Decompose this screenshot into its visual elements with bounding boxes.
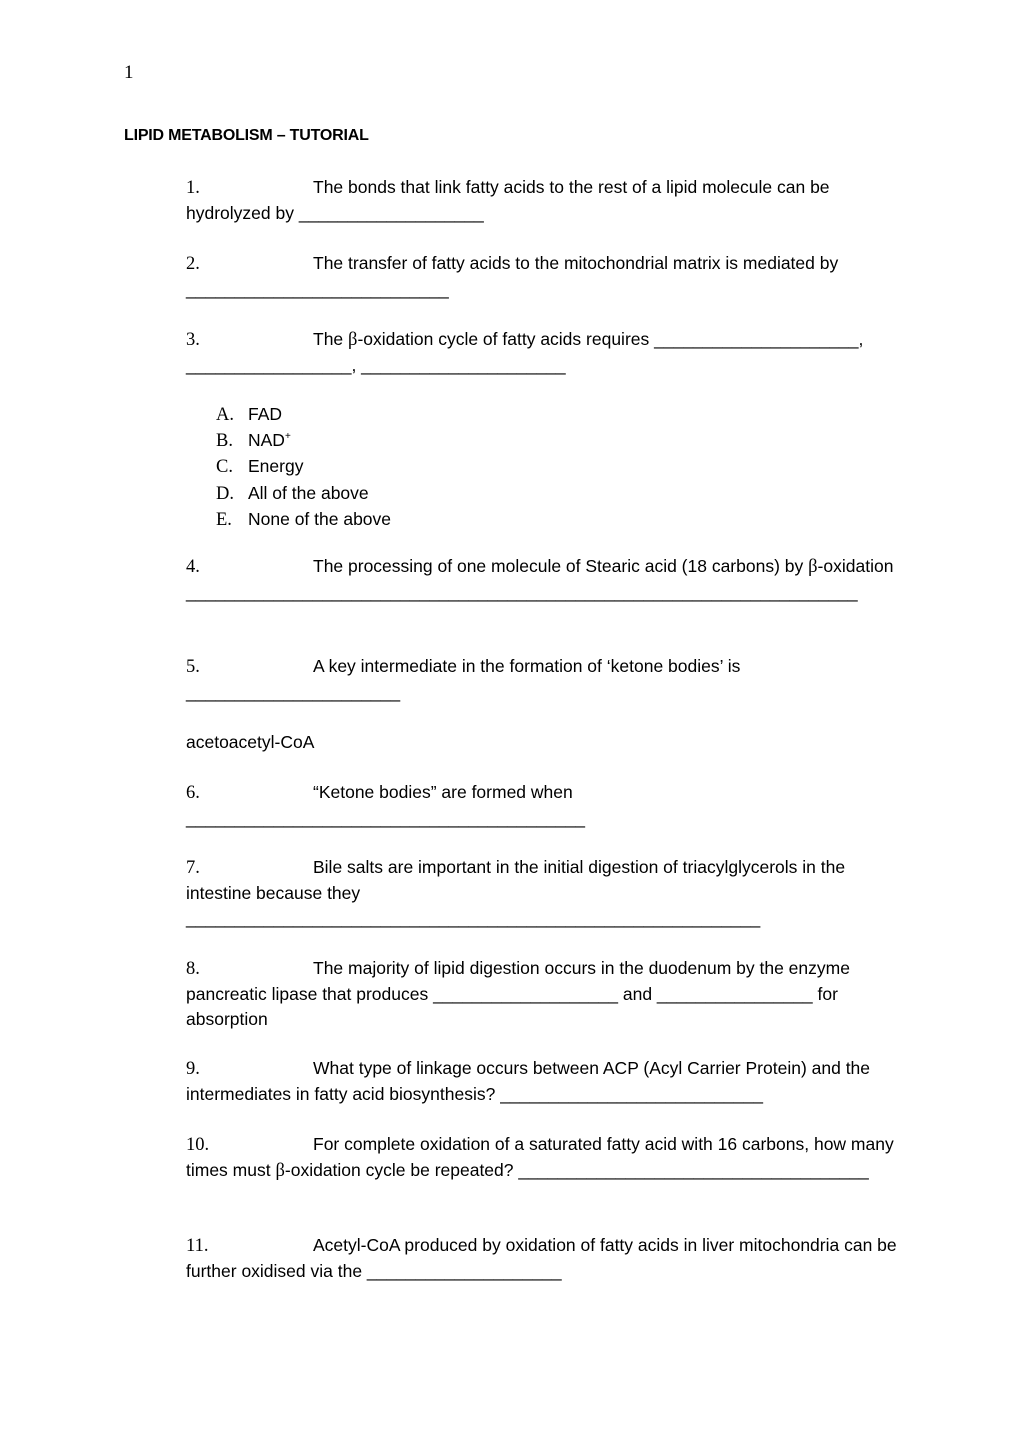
option-letter: E. — [216, 509, 232, 530]
question-number: 7. — [186, 858, 200, 878]
question-7 — [186, 855, 902, 931]
superscript-plus: + — [284, 431, 291, 443]
question-text-cont: -oxidation _____________________________________________________________________ — [186, 556, 894, 602]
question-text: The processing of one molecule of Stearic acid (18 carbons) by — [313, 556, 809, 576]
option-d — [216, 481, 391, 507]
question-number: 9. — [186, 1059, 200, 1079]
question-number: 11. — [186, 1236, 209, 1256]
question-number: 3. — [186, 330, 200, 350]
option-letter: C. — [216, 457, 233, 478]
question-6 — [186, 780, 902, 831]
option-text: None of the above — [248, 508, 392, 529]
option-letter: D. — [216, 483, 234, 504]
question-8 — [186, 956, 902, 1032]
answer-q5: acetoacetyl-CoA — [186, 732, 315, 752]
beta-symbol: β — [348, 330, 358, 350]
page-title: LIPID METABOLISM – TUTORIAL — [124, 127, 369, 144]
question-text: Acetyl-CoA produced by oxidation of fatty acids in liver mitochondria can be further oxidised via the ____________________ — [186, 1235, 897, 1281]
option-text: NAD — [248, 430, 285, 451]
question-text: The bonds that link fatty acids to the rest of a lipid molecule can be hydrolyzed by ___________________ — [186, 177, 830, 223]
question-10 — [186, 1132, 902, 1184]
option-a — [216, 402, 391, 428]
option-text: FAD — [248, 404, 283, 424]
question-text: The — [313, 329, 349, 349]
question-text: The transfer of fatty acids to the mitochondrial matrix is mediated by ___________________________ — [186, 253, 839, 299]
question-2 — [186, 251, 902, 302]
question-number: 5. — [186, 657, 200, 677]
question-3-options — [216, 402, 391, 533]
page-number: 1 — [124, 62, 134, 83]
question-text: The majority of lipid digestion occurs in the duodenum by the enzyme pancreatic lipase that produces ___________________ and ________________ for absorption — [186, 958, 850, 1029]
beta-symbol: β — [275, 1161, 285, 1181]
beta-symbol: β — [808, 557, 818, 577]
question-9 — [186, 1056, 902, 1107]
option-b — [216, 428, 391, 454]
question-number: 8. — [186, 959, 200, 979]
question-text: What type of linkage occurs between ACP (Acyl Carrier Protein) and the intermediates in fatty acid biosynthesis? ___________________________ — [186, 1058, 871, 1104]
question-text: For complete oxidation of a saturated fatty acid with 16 carbons, how many times must — [186, 1134, 894, 1180]
option-text: Energy — [248, 456, 304, 477]
question-11 — [186, 1233, 902, 1284]
question-text: A key intermediate in the formation of ‘ketone bodies’ is ______________________ — [186, 656, 741, 702]
option-c — [216, 454, 391, 480]
question-text: “Ketone bodies” are formed when _________________________________________ — [186, 782, 586, 828]
question-4 — [186, 554, 902, 605]
question-text-cont: -oxidation cycle be repeated? ____________________________________ — [284, 1160, 869, 1180]
question-text-cont: -oxidation cycle of fatty acids requires _____________________, _________________, _____________________ — [186, 329, 864, 375]
question-number: 1. — [186, 178, 200, 198]
question-5 — [186, 654, 902, 705]
question-number: 4. — [186, 557, 200, 577]
question-1 — [186, 175, 902, 226]
option-e — [216, 507, 391, 533]
option-letter: A. — [216, 405, 234, 425]
option-letter: B. — [216, 431, 233, 452]
question-number: 2. — [186, 254, 200, 274]
question-text: Bile salts are important in the initial digestion of triacylglycerols in the intestine because they ___________________________________________________________ — [186, 857, 846, 928]
question-number: 6. — [186, 783, 200, 803]
question-3 — [186, 327, 902, 378]
option-text: All of the above — [248, 482, 369, 503]
question-number: 10. — [186, 1135, 210, 1155]
